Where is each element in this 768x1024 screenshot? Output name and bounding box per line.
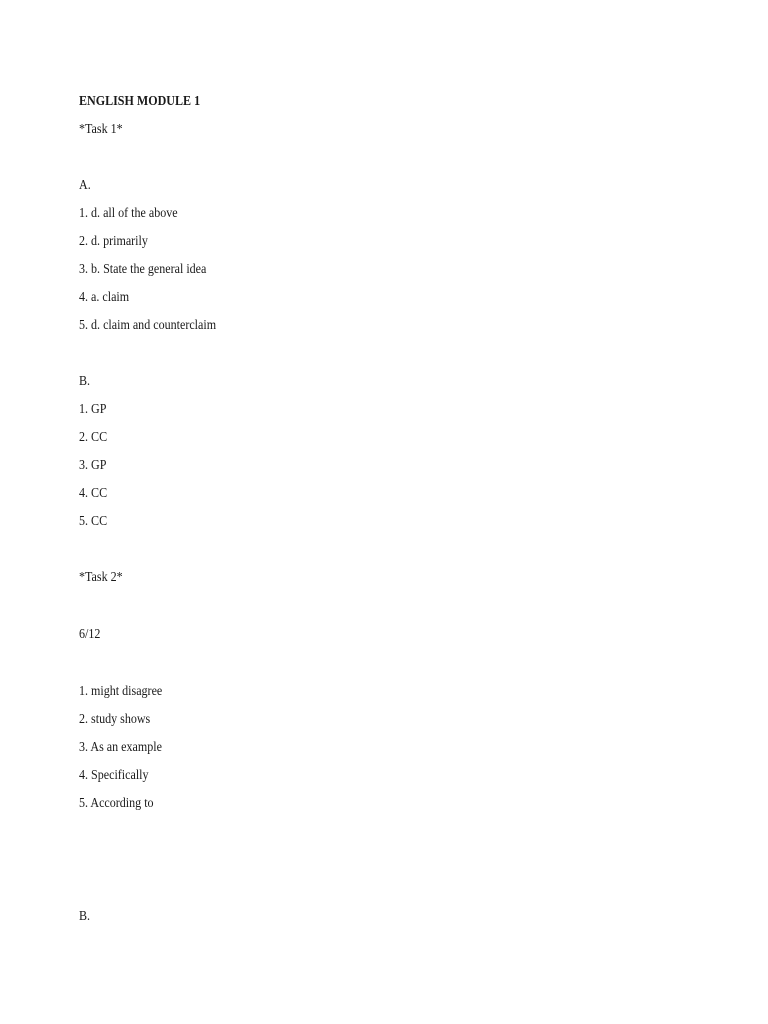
section-b2-label: B. — [79, 909, 91, 924]
answer-b-4: 4. CC — [79, 486, 108, 501]
answer-a-2: 2. d. primarily — [79, 234, 148, 249]
task2-answer-3: 3. As an example — [79, 740, 162, 755]
answer-b-2: 2. CC — [79, 430, 108, 445]
task2-answer-1: 1. might disagree — [79, 684, 163, 699]
answer-a-3: 3. b. State the general idea — [79, 262, 207, 277]
score: 6/12 — [79, 627, 101, 642]
task2-heading: *Task 2* — [79, 570, 123, 585]
section-a-label: A. — [79, 178, 91, 193]
task2-answer-4: 4. Specifically — [79, 768, 149, 783]
task2-answer-2: 2. study shows — [79, 712, 151, 727]
answer-a-4: 4. a. claim — [79, 290, 130, 305]
section-b-label: B. — [79, 374, 91, 389]
answer-a-5: 5. d. claim and counterclaim — [79, 318, 217, 333]
answer-b-3: 3. GP — [79, 458, 107, 473]
task2-answer-5: 5. According to — [79, 796, 154, 811]
task1-heading: *Task 1* — [79, 122, 123, 137]
document-title: ENGLISH MODULE 1 — [79, 94, 201, 109]
answer-b-1: 1. GP — [79, 402, 107, 417]
answer-a-1: 1. d. all of the above — [79, 206, 178, 221]
answer-b-5: 5. CC — [79, 514, 108, 529]
